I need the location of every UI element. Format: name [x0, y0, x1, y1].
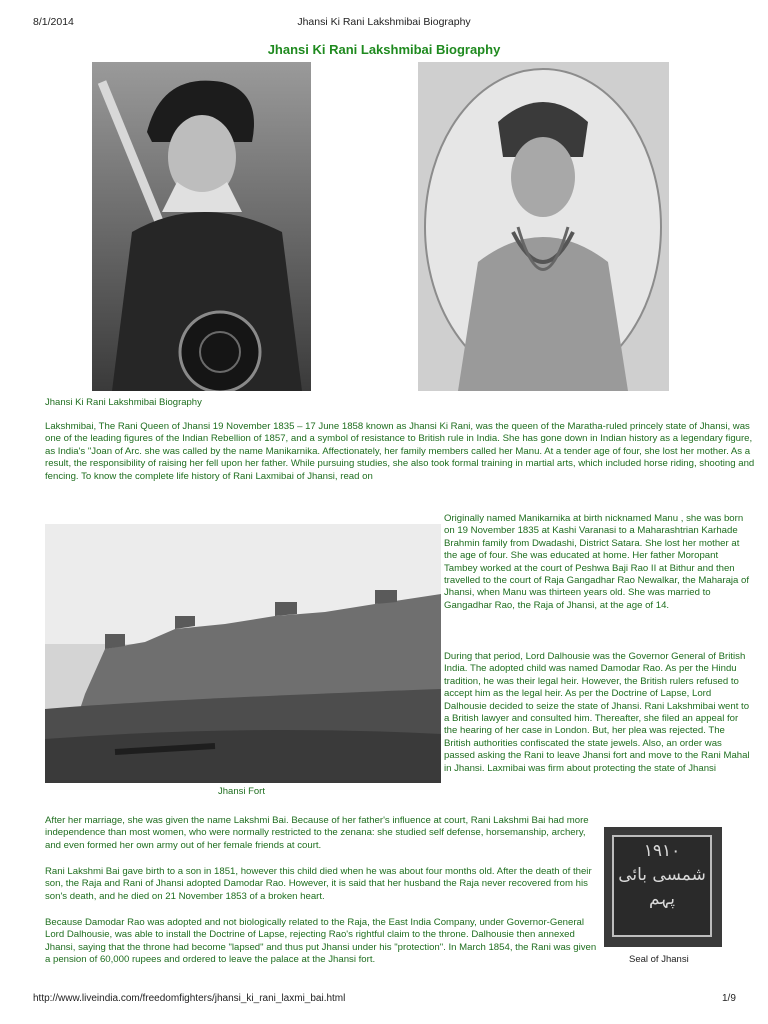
- print-header-title: Jhansi Ki Rani Lakshmibai Biography: [297, 16, 471, 28]
- page-title: Jhansi Ki Rani Lakshmibai Biography: [267, 42, 501, 57]
- footer-url[interactable]: http://www.liveindia.com/freedomfighters/jhansi_ki_rani_laxmi_bai.html: [33, 993, 346, 1004]
- caption-main: Jhansi Ki Rani Lakshmibai Biography: [45, 397, 202, 408]
- lower-paragraph-3: Because Damodar Rao was adopted and not biologically related to the Raja, the East India Company, under Governor-General Lord Dalhousie, was able to install the Doctrine of Lapse, rejecting Rao's rightful claim to the throne. Dalhousie then annexed Jhansi, saying that the throne had become "lapsed" and thus put Jhansi under his "protection". In March 1854, the Rani was given a pension of 60,000 rupees and ordered to leave the palace at the Jhansi fort.: [45, 917, 597, 966]
- seal-inscription: ۱۹۱۰ شمسی بائی پہم: [612, 835, 712, 937]
- caption-fort: Jhansi Fort: [218, 786, 265, 797]
- seal-of-jhansi-image: [604, 827, 722, 947]
- print-date: 8/1/2014: [33, 16, 74, 28]
- intro-paragraph: Lakshmibai, The Rani Queen of Jhansi 19 November 1835 – 17 June 1858 known as Jhansi Ki Rani, was the queen of the Maratha-ruled princely state of Jhansi, was one of the leading figures of the Indian Rebellion of 1857, and a symbol of resistance to British rule in India. She has gone down in Indian history as a legendary figure, as India's "Joan of Arc. she was called by the name Manikarnika. Affectionately, her family members called her Manu. At a tender age of four, she lost her mother. As a result, the responsibility of raising her fell upon her father. While pursuing studies, she also took formal training in martial arts, which included horse riding, shooting and fencing. To know the complete life history of Rani Laxmibai of Jhansi, read on: [45, 421, 755, 482]
- portrait-image-2: [418, 62, 669, 391]
- page-number: 1/9: [722, 993, 736, 1004]
- jhansi-fort-image: [45, 524, 441, 783]
- right-paragraph-1: Originally named Manikarnika at birth nicknamed Manu , she was born on 19 November 1835 at Kashi Varanasi to a Maharashtrian Karhade Brahmin family from Dwadashi, District Satara. She lost her mother at the age of four. She was educated at home. Her father Moropant Tambey worked at the court of Peshwa Baji Rao II at Bithur and then travelled to the court of Raja Gangadhar Rao Newalkar, the Maharaja of Jhansi, when Manu was thirteen years old. She was married to Gangadhar Rao, the Raja of Jhansi, at the age of 14.: [444, 513, 750, 611]
- lower-paragraph-2: Rani Lakshmi Bai gave birth to a son in 1851, however this child died when he was about four months old. After the death of their son, the Raja and Rani of Jhansi adopted Damodar Rao. However, it is said that her husband the Raja never recovered from his son's death, and he died on 21 November 1853 of a broken heart.: [45, 866, 592, 902]
- fort-illustration: [45, 524, 441, 783]
- portrait-image-1: [92, 62, 311, 391]
- lower-paragraph-1: After her marriage, she was given the name Lakshmi Bai. Because of her father's influence at court, Rani Lakshmi Bai had more independence than most women, who were normally restricted to the zenana: she studied self defense, horsemanship, archery, and even formed her own army out of her female friends at court.: [45, 815, 589, 851]
- portrait-2-illustration: [418, 62, 669, 391]
- portrait-1-illustration: [92, 62, 311, 391]
- right-paragraph-2: During that period, Lord Dalhousie was the Governor General of British India. The adopted child was named Damodar Rao. As per the Hindu tradition, he was their legal heir. However, the British rulers refused to accept him as the legal heir. As per the Doctrine of Lapse, Lord Dalhousie decided to seize the state of Jhansi. Rani Lakshmibai went to a British lawyer and consulted him. Thereafter, she filed an appeal for the hearing of her case in London. But, her plea was rejected. The British authorities confiscated the state jewels. Also, an order was passed asking the Rani to leave Jhansi fort and move to the Rani Mahal in Jhansi. Laxmibai was firm about protecting the state of Jhansi: [444, 651, 750, 774]
- caption-seal: Seal of Jhansi: [629, 954, 689, 965]
